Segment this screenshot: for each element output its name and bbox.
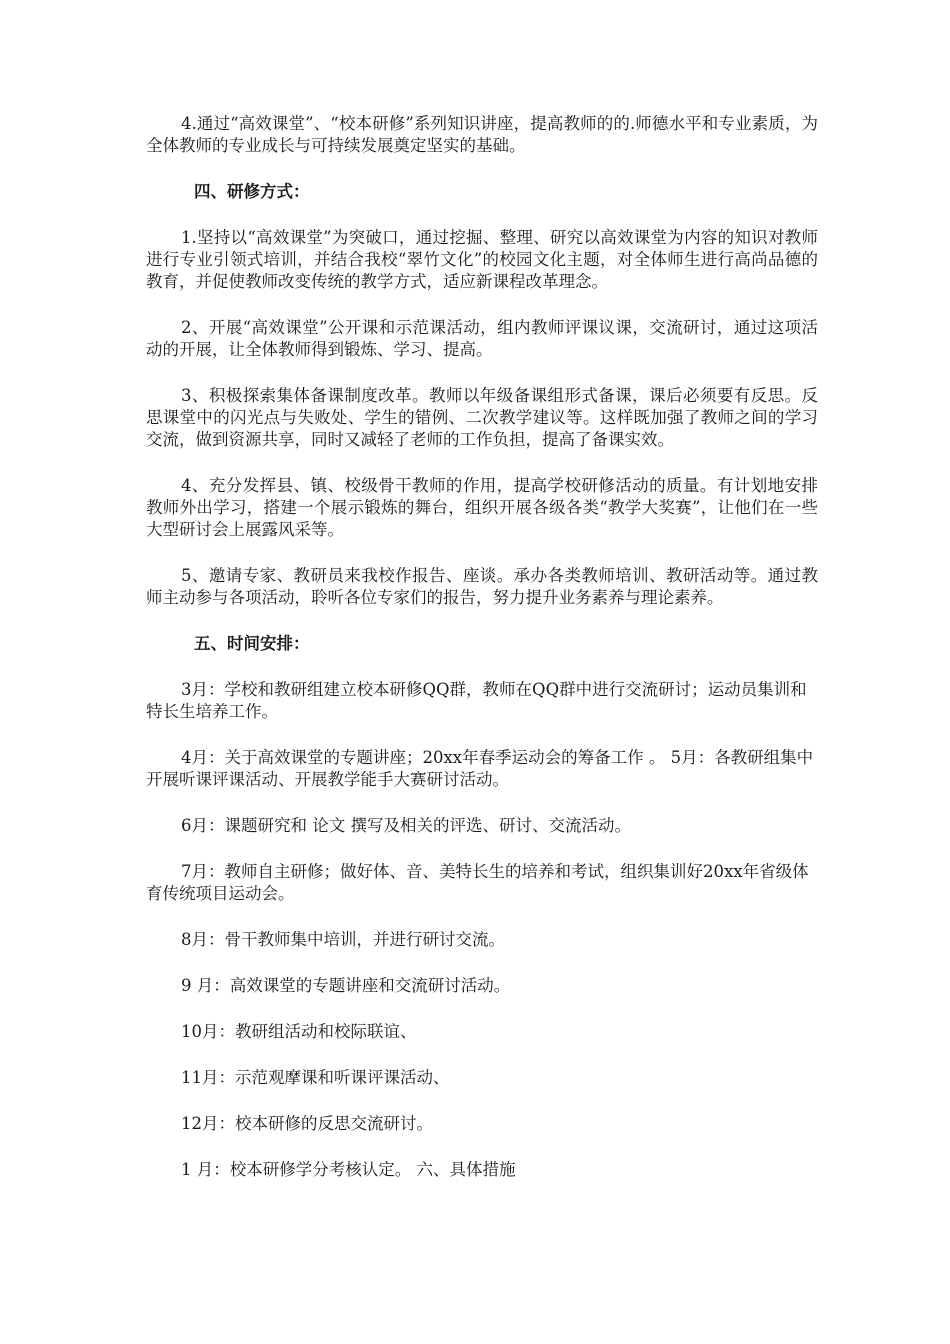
- method-paragraph-1: 1.坚持以“高效课堂”为突破口，通过挖掘、整理、研究以高效课堂为内容的知识对教师进行专业引领式培训，并结合我校“翠竹文化”的校园文化主题，对全体师生进行高尚品德的教育，并促使教师改变传统的教学方式，适应新课程改革理念。: [146, 228, 818, 291]
- schedule-item-october: 10月：教研组活动和校际联谊、: [181, 1022, 417, 1041]
- document-body: [146, 113, 818, 1205]
- method-paragraph-3: 3、积极探索集体备课制度改革。教师以年级备课组形式备课，课后必须要有反思。反思课堂中的闪光点与失败处、学生的错例、二次教学建议等。这样既加强了教师之间的学习交流，做到资源共享，同时又减轻了老师的工作负担，提高了备课实效。: [146, 386, 818, 449]
- schedule-item-july: 7月：教师自主研修；做好体、音、美特长生的培养和考试，组织集训好20xx年省级体育传统项目运动会。: [146, 862, 809, 903]
- method-paragraph-5: 5、邀请专家、教研员来我校作报告、座谈。承办各类教师培训、教研活动等。通过教师主动参与各项活动，聆听各位专家们的报告，努力提升业务素养与理论素养。: [146, 566, 818, 607]
- schedule-item-september: 9 月：高效课堂的专题讲座和交流研讨活动。: [181, 976, 511, 995]
- schedule-item-november: 11月：示范观摩课和听课评课活动、: [181, 1068, 450, 1087]
- schedule-item-june: 6月：课题研究和 论文 撰写及相关的评选、研讨、交流活动。: [181, 816, 631, 835]
- section-heading-methods: 四、研修方式：: [194, 182, 310, 201]
- schedule-item-december: 12月：校本研修的反思交流研讨。: [181, 1114, 433, 1133]
- method-paragraph-2: 2、开展“高效课堂”公开课和示范课活动，组内教师评课议课，交流研讨，通过这项活动的开展，让全体教师得到锻炼、学习、提高。: [146, 318, 818, 359]
- method-paragraph-4: 4、充分发挥县、镇、校级骨干教师的作用，提高学校研修活动的质量。有计划地安排教师外出学习，搭建一个展示锻炼的舞台，组织开展各级各类“教学大奖赛”，让他们在一些大型研讨会上展露风采等。: [146, 476, 818, 539]
- section-heading-schedule: 五、时间安排：: [194, 634, 310, 653]
- intro-paragraph: 4.通过“高效课堂”、“校本研修”系列知识讲座，提高教师的的.师德水平和专业素质，为全体教师的专业成长与可持续发展奠定坚实的基础。: [146, 114, 818, 155]
- schedule-item-january: 1 月：校本研修学分考核认定。 六、具体措施: [181, 1160, 516, 1179]
- schedule-item-march: 3月：学校和教研组建立校本研修QQ群，教师在QQ群中进行交流研讨；运动员集训和特长生培养工作。: [146, 680, 807, 721]
- schedule-item-august: 8月：骨干教师集中培训，并进行研讨交流。: [181, 930, 505, 949]
- schedule-item-april-may: 4月：关于高效课堂的专题讲座；20xx年春季运动会的筹备工作 。 5月：各教研组集中开展听课评课活动、开展教学能手大赛研讨活动。: [146, 748, 814, 789]
